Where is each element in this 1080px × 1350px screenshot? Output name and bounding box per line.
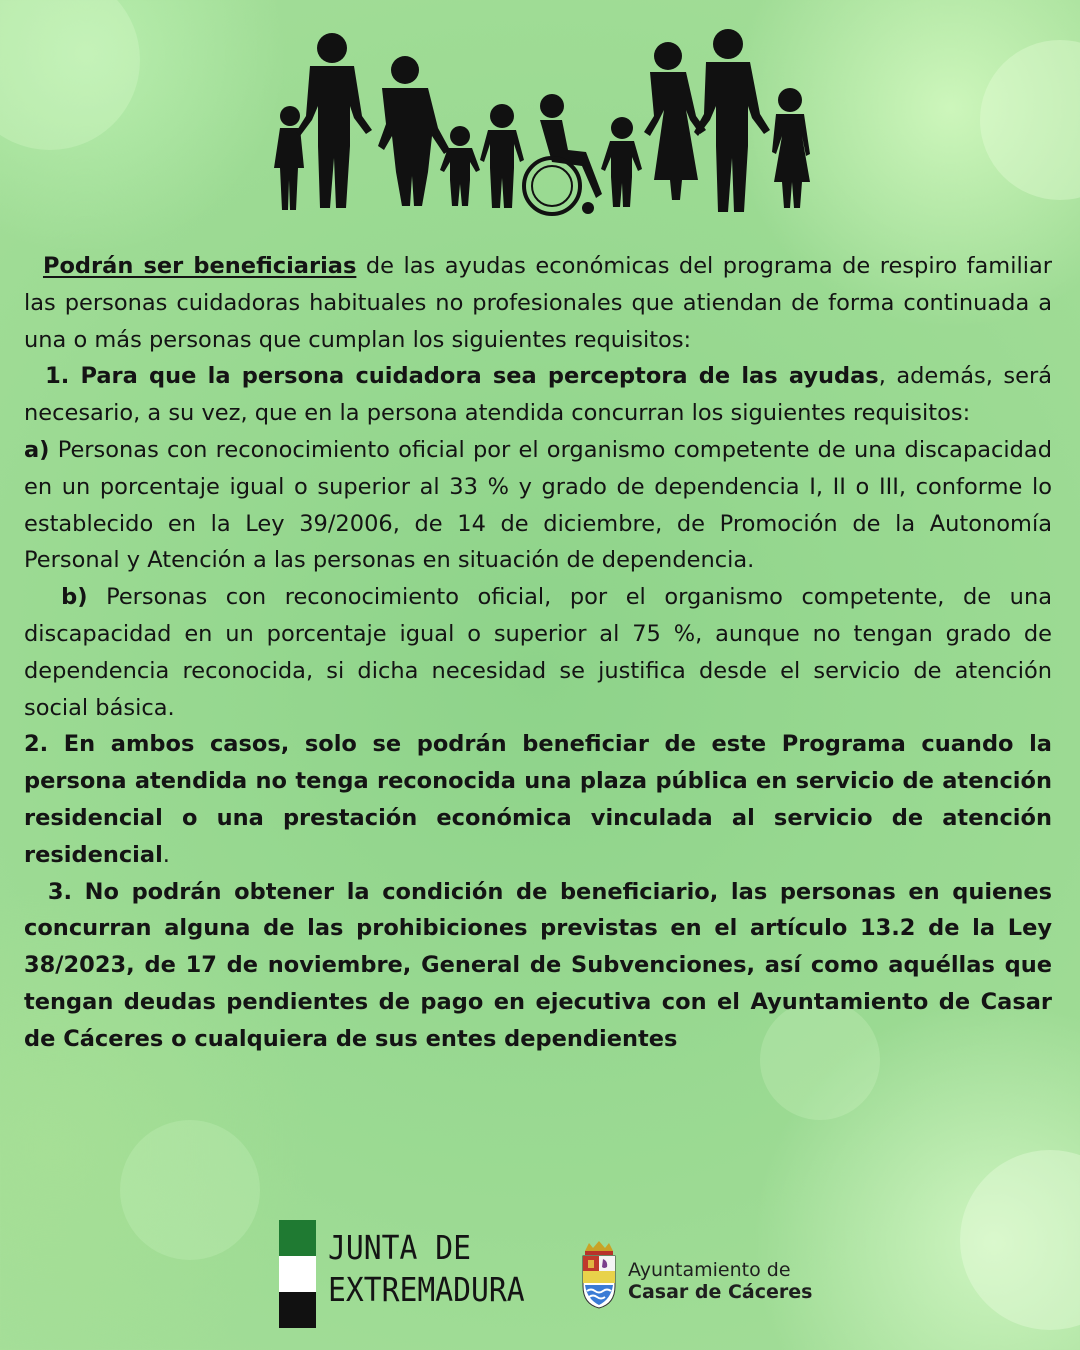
intro-paragraph (24, 248, 1052, 358)
requirement-b (24, 579, 1052, 726)
requirement-3-title: 3. No podrán obtener la condición de beneficiario, las personas en quienes concurran alguna de las prohibiciones previstas en el artículo 13.2 de la Ley 38/2023, de 17 de noviembre, General de Subvenciones, así como aquéllas que tengan deudas pendientes de pago en ejecutiva con el Ayuntamiento de Casar de Cáceres o cualquiera de sus entes dependientes (24, 878, 1052, 1052)
requirement-3 (24, 874, 1052, 1058)
junta-line-2: EXTREMADURA (328, 1270, 525, 1309)
junta-line-1: JUNTA DE (328, 1228, 472, 1267)
requirements-text (24, 248, 1052, 1058)
coat-of-arms-icon (579, 1241, 619, 1311)
bokeh-light (980, 40, 1080, 200)
bokeh-light (0, 0, 140, 150)
ayuntamiento-line-1: Ayuntamiento de (628, 1259, 791, 1281)
ayuntamiento-logo-text (628, 1259, 812, 1303)
requirement-b-text: Personas con reconocimiento oficial, por el organismo competente, de una discapacidad en un porcentaje igual o superior al 75 %, aunque no tengan grado de dependencia reconocida, si dicha necesidad se justifica desde el servicio de atención social básica. (24, 584, 1052, 721)
requirement-1 (24, 358, 1052, 432)
intro-text: de las ayudas económicas del programa de respiro familiar las personas cuidadoras habituales no profesionales que atiendan de forma continuada a una o más personas que cumplan los siguientes requisitos: (24, 253, 1052, 353)
requirement-a (24, 432, 1052, 579)
requirement-1-text: , además, será necesario, a su vez, que en la persona atendida concurran los siguientes requisitos: (24, 363, 1052, 427)
requirement-a-label: a) (24, 436, 50, 463)
ayuntamiento-line-2: Casar de Cáceres (628, 1281, 813, 1303)
requirement-2-title: 2. En ambos casos, solo se podrán beneficiar de este Programa cuando la persona atendida no tenga reconocida una plaza pública en servicio de atención residencial o una prestación económica vinculada al servicio de atención residencial (24, 731, 1052, 868)
junta-flag-logo (279, 1220, 316, 1328)
family-silhouette-icon (270, 28, 810, 216)
requirement-b-label: b) (61, 584, 88, 611)
requirement-1-title: 1. Para que la persona cuidadora sea perceptora de las ayudas (45, 363, 879, 390)
requirement-a-text: Personas con reconocimiento oficial por el organismo competente de una discapacidad en un porcentaje igual o superior al 33 % y grado de dependencia I, II o III, conforme lo establecido en la Ley 39/2006, de 14 de diciembre, de Promoción de la Autonomía Personal y Atención a las personas en situación de dependencia. (24, 436, 1052, 574)
requirement-2-text: . (162, 841, 170, 868)
footer-logos (0, 1215, 1080, 1335)
requirement-2 (24, 726, 1052, 873)
junta-logo-text (328, 1227, 525, 1311)
intro-heading: Podrán ser beneficiarias (42, 253, 357, 279)
